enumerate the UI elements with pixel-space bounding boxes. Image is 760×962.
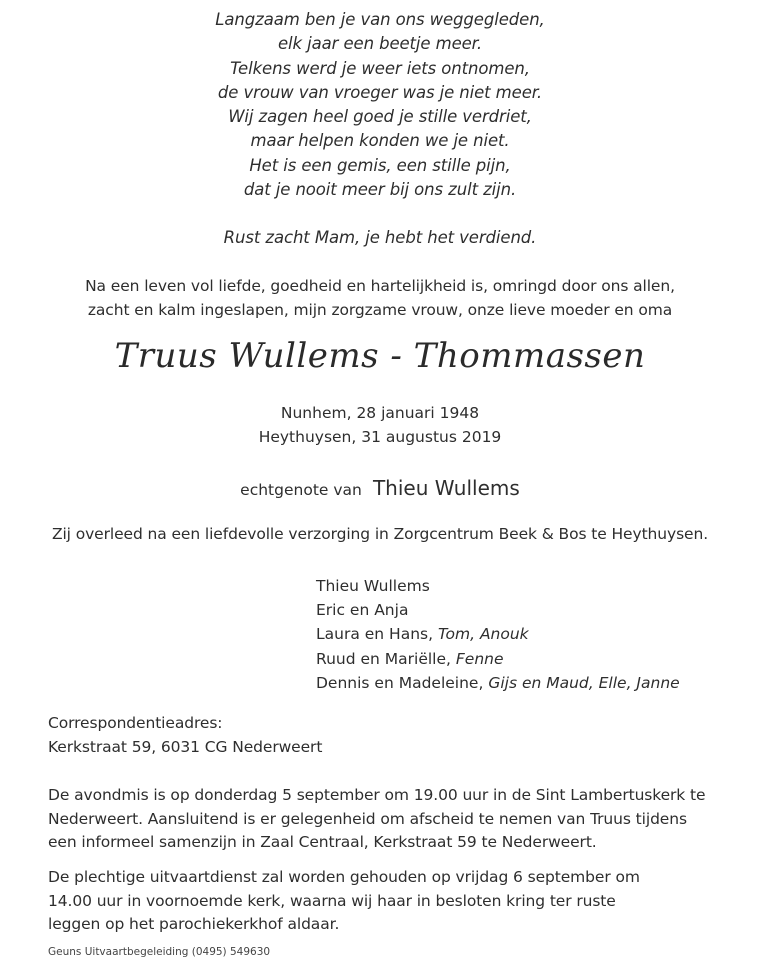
family-names: Laura en Hans, <box>316 625 438 644</box>
funeral-line: leggen op het parochiekerkhof aldaar. <box>48 915 340 933</box>
poem-line: Het is een gemis, een stille pijn, <box>249 155 511 175</box>
family-names: Dennis en Madeleine, <box>316 673 489 692</box>
poem <box>0 8 760 251</box>
family-member <box>316 598 680 622</box>
evening-mass-block <box>48 784 728 855</box>
evening-mass-line: Nederweert. Aansluitend is er gelegenheid om afscheid te nemen van Truus tijdens <box>48 809 687 828</box>
care-text: Zij overleed na een liefdevolle verzorging in Zorgcentrum Beek & Bos te Heythuysen. <box>51 525 709 543</box>
poem-line: Wij zagen heel goed je stille verdriet, <box>228 107 532 127</box>
grandchildren: Fenne <box>455 649 504 668</box>
life-dates <box>0 401 760 449</box>
birth-date: Nunhem, 28 januari 1948 <box>280 404 480 422</box>
death-date: Heythuysen, 31 augustus 2019 <box>258 428 502 446</box>
intro-line: zacht en kalm ingeslapen, mijn zorgzame vrouw, onze lieve moeder en oma <box>87 301 673 319</box>
family-names: Ruud en Mariëlle, <box>316 649 456 668</box>
correspondence-address: Kerkstraat 59, 6031 CG Nederweert <box>48 737 323 756</box>
evening-mass-line: een informeel samenzijn in Zaal Centraal, Kerkstraat 59 te Nederweert. <box>48 833 597 851</box>
correspondence-block <box>48 712 728 759</box>
spouse-line <box>0 476 760 500</box>
poem-spacer <box>0 202 760 226</box>
family-member <box>316 647 680 671</box>
family-member <box>316 622 680 646</box>
poem-line: de vrouw van vroeger was je niet meer. <box>217 82 543 102</box>
grandchildren: Gijs en Maud, Elle, Janne <box>488 673 680 692</box>
family-names: Eric en Anja <box>316 601 409 620</box>
undertaker-footer: Geuns Uitvaartbegeleiding (0495) 549630 <box>48 946 271 958</box>
funeral-line: 14.00 uur in voornoemde kerk, waarna wij haar in besloten kring ter ruste <box>48 891 616 910</box>
intro-text <box>0 274 760 322</box>
intro-line: Na een leven vol liefde, goedheid en hartelijkheid is, omringd door ons allen, <box>85 277 675 295</box>
family-member <box>316 671 680 695</box>
poem-line: elk jaar een beetje meer. <box>278 34 482 54</box>
funeral-line: De plechtige uitvaartdienst zal worden gehouden op vrijdag 6 september om <box>48 868 640 886</box>
grandchildren: Tom, Anouk <box>437 625 529 644</box>
poem-line: Langzaam ben je van ons weggegleden, <box>215 10 545 29</box>
family-list <box>316 574 680 695</box>
poem-line: dat je nooit meer bij ons zult zijn. <box>243 180 517 200</box>
funeral-service-block <box>48 866 728 937</box>
family-names: Thieu Wullems <box>316 577 430 595</box>
poem-closing: Rust zacht Mam, je hebt het verdiend. <box>223 228 537 248</box>
poem-line: Telkens werd je weer iets ontnomen, <box>230 58 530 78</box>
correspondence-label: Correspondentieadres: <box>48 714 223 732</box>
spouse-prefix: echtgenote van <box>240 481 362 499</box>
family-member <box>316 574 680 598</box>
evening-mass-line: De avondmis is op donderdag 5 september om 19.00 uur in de Sint Lambertuskerk te <box>48 786 706 804</box>
poem-line: maar helpen konden we je niet. <box>250 131 510 151</box>
spouse-name: Thieu Wullems <box>372 476 520 500</box>
deceased-name: Truus Wullems - Thommassen <box>114 336 646 376</box>
